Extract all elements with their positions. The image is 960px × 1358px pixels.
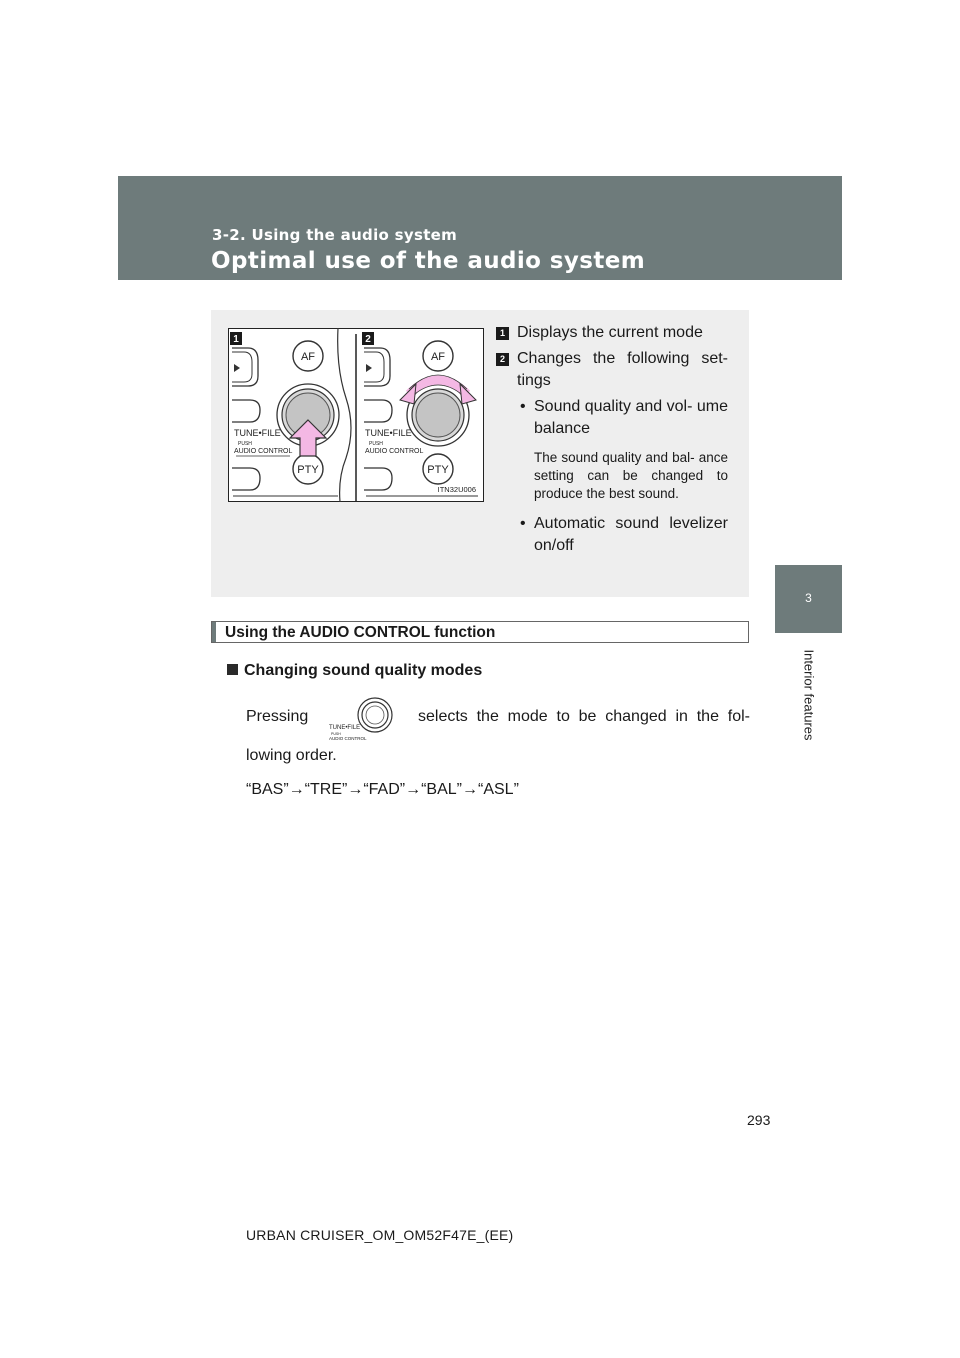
audio-control-label: AUDIO CONTROL bbox=[234, 448, 293, 455]
square-bullet-icon bbox=[227, 664, 238, 675]
footer-code: URBAN CRUISER_OM_OM52F47E_(EE) bbox=[246, 1227, 514, 1243]
list-item bbox=[496, 348, 728, 392]
panel-2-number: 2 bbox=[365, 334, 371, 345]
item-text: Changes the following set- tings bbox=[517, 350, 728, 389]
bullet-item bbox=[496, 396, 728, 440]
section-breadcrumb: 3-2. Using the audio system bbox=[212, 226, 458, 244]
chapter-number: 3 bbox=[805, 591, 812, 605]
push-label-2: PUSH bbox=[369, 441, 383, 447]
bullet-text: Automatic sound levelizer on/off bbox=[534, 515, 728, 554]
chapter-label: Interior features bbox=[801, 649, 817, 741]
page-number: 293 bbox=[747, 1112, 771, 1128]
bullet-item bbox=[496, 513, 728, 557]
pty-button-label-2: PTY bbox=[427, 464, 449, 476]
knob-tune-file-label: TUNE•FILE bbox=[329, 725, 361, 731]
item-text: Displays the current mode bbox=[517, 324, 703, 341]
subheading bbox=[227, 662, 482, 680]
item-number-badge: 2 bbox=[496, 353, 509, 366]
bullet-text: Sound quality and vol- ume balance bbox=[534, 398, 728, 437]
page-title: Optimal use of the audio system bbox=[211, 248, 646, 274]
bullet-icon: • bbox=[520, 515, 526, 532]
knob-push-label: PUSH bbox=[331, 732, 341, 736]
chapter-tab bbox=[775, 565, 842, 633]
panel-1-number: 1 bbox=[233, 334, 239, 345]
section-accent bbox=[212, 622, 216, 642]
tune-file-label: TUNE•FILE bbox=[234, 428, 281, 438]
figure-code: ITN32U006 bbox=[437, 485, 476, 494]
chapter-side-label bbox=[800, 640, 818, 750]
note-text: The sound quality and bal- ance setting can be changed to produce the best sound. bbox=[534, 450, 728, 501]
selects-text: selects the mode to be changed in the fol- bbox=[418, 708, 750, 725]
af-button-label: AF bbox=[300, 351, 316, 363]
pressing-text: Pressing bbox=[246, 708, 309, 725]
tune-file-knob-icon bbox=[328, 690, 398, 744]
audio-control-label-2: AUDIO CONTROL bbox=[365, 448, 424, 455]
item-number-badge: 1 bbox=[496, 327, 509, 340]
push-label: PUSH bbox=[238, 441, 252, 447]
section-heading bbox=[211, 621, 749, 643]
bullet-icon: • bbox=[520, 398, 526, 415]
explanation-list bbox=[496, 322, 728, 557]
mode-order-text: “BAS”→“TRE”→“FAD”→“BAL”→“ASL” bbox=[246, 781, 519, 798]
pty-button-label: PTY bbox=[297, 464, 319, 476]
list-item bbox=[496, 322, 728, 344]
knob-audio-control-label: AUDIO CONTROL bbox=[329, 736, 367, 741]
section-title: Using the AUDIO CONTROL function bbox=[225, 624, 496, 641]
chapter-header bbox=[118, 176, 842, 280]
tune-file-label-2: TUNE•FILE bbox=[365, 428, 412, 438]
subheading-text: Changing sound quality modes bbox=[244, 662, 483, 679]
audio-control-figure bbox=[228, 328, 484, 502]
af-button-label-2: AF bbox=[430, 351, 446, 363]
continuation-text: lowing order. bbox=[246, 747, 337, 764]
